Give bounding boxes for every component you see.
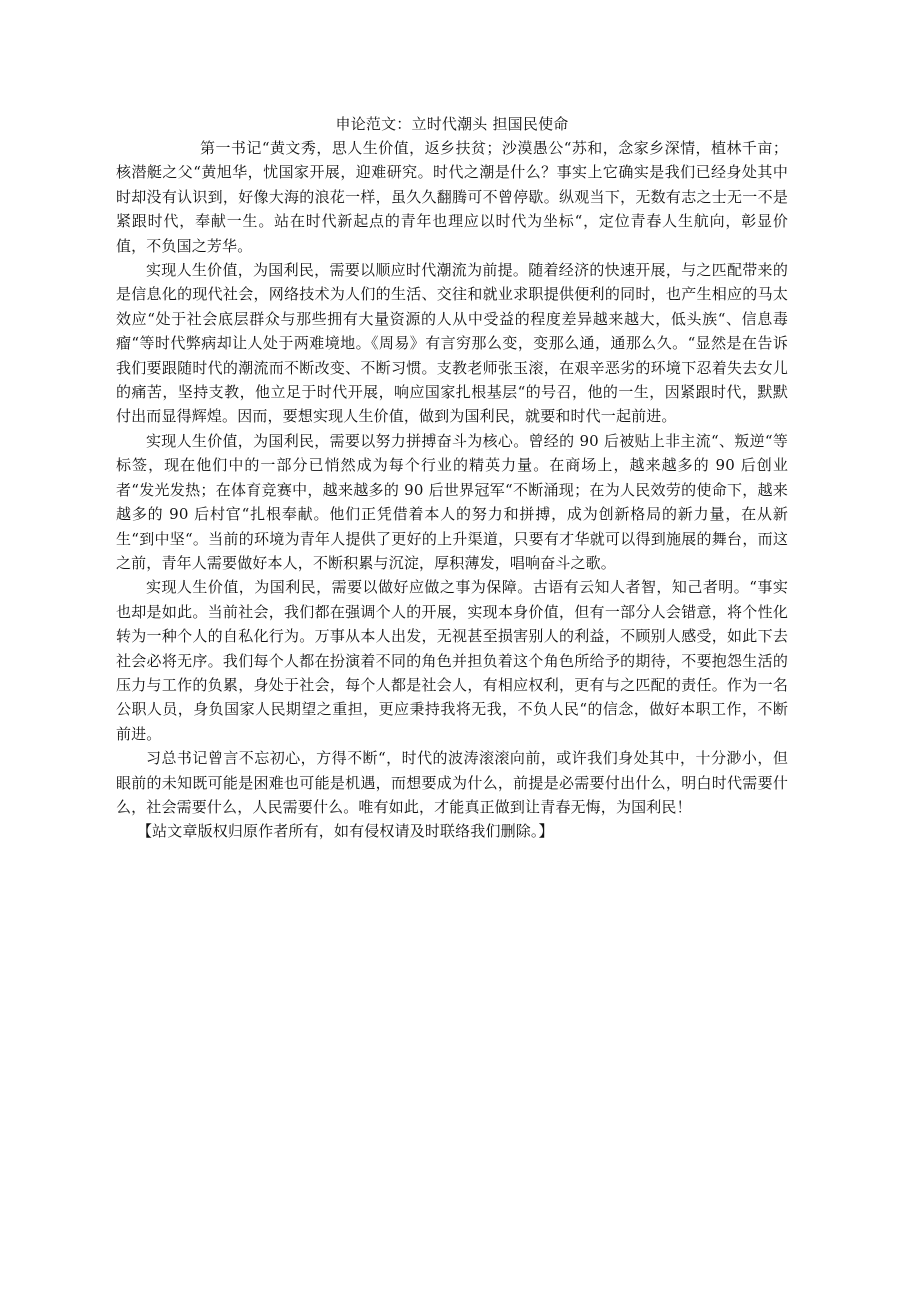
document-title: 申论范文：立时代潮头 担国民使命 — [335, 115, 569, 133]
document-body — [116, 112, 788, 844]
paragraph-3: 实现人生价值，为国利民，需要以努力拼搏奋斗为核心。曾经的 90 后被贴上非主流“、叛逆“等标签，现在他们中的一部分已悄然成为每个行业的精英力量。在商场上，越来越多的 90 后创业者“发光发热；在体育竞赛中，越来越多的 90 后世界冠军“不断涌现；在为人民效劳的使命下，越来越多的 90 后村官“扎根奉献。他们正凭借着本人的努力和拼搏，成为创新格局的新力量，在从新生“到中坚“。当前的环境为青年人提供了更好的上升渠道，只要有才华就可以得到施展的舞台，而这之前，青年人需要做好本人，不断积累与沉淀，厚积薄发，唱响奋斗之歌。 — [116, 431, 788, 572]
paragraph-4: 实现人生价值，为国利民，需要以做好应做之事为保障。古语有云知人者智，知己者明。“事实也却是如此。当前社会，我们都在强调个人的开展，实现本身价值，但有一部分人会错意，将个性化转为一种个人的自私化行为。万事从本人出发，无视甚至损害别人的利益，不顾别人感受，如此下去社会必将无序。我们每个人都在扮演着不同的角色并担负着这个角色所给予的期待，不要抱怨生活的压力与工作的负累，身处于社会，每个人都是社会人，有相应权利，更有与之匹配的责任。作为一名公职人员，身负国家人民期望之重担，更应秉持我将无我，不负人民“的信念，做好本职工作，不断前进。 — [116, 578, 788, 743]
copyright-notice: 【站文章版权归原作者所有，如有侵权请及时联络我们删除。】 — [137, 822, 554, 841]
paragraph-1: 第一书记“黄文秀，思人生价值，返乡扶贫；沙漠愚公“苏和，念家乡深情，植林千亩；核潜艇之父“黄旭华，忧国家开展，迎难研究。时代之潮是什么？事实上它确实是我们已经身处其中时却没有认识到，好像大海的浪花一样，虽久久翻腾可不曾停歇。纵观当下，无数有志之士无一不是紧跟时代，奉献一生。站在时代新起点的青年也理应以时代为坐标“，定位青春人生航向，彰显价值，不负国之芳华。 — [116, 139, 788, 255]
paragraph-5: 习总书记曾言不忘初心，方得不断“，时代的波涛滚滚向前，或许我们身处其中，十分渺小，但眼前的未知既可能是困难也可能是机遇，而想要成为什么，前提是必需要付出什么，明白时代需要什么，社会需要什么，人民需要什么。唯有如此，才能真正做到让青春无悔，为国利民！ — [116, 749, 788, 816]
paragraph-2: 实现人生价值，为国利民，需要以顺应时代潮流为前提。随着经济的快速开展，与之匹配带来的是信息化的现代社会，网络技术为人们的生活、交往和就业求职提供便利的同时，也产生相应的马太效应“处于社会底层群众与那些拥有大量资源的人从中受益的程度差异越来越大，低头族“、信息毒瘤“等时代弊病却让人处于两难境地。《周易》有言穷那么变，变那么通，通那么久。“显然是在告诉我们要跟随时代的潮流而不断改变、不断习惯。支教老师张玉滚，在艰辛恶劣的环境下忍着失去女儿的痛苦，坚持支教，他立足于时代开展，响应国家扎根基层“的号召，他的一生，因紧跟时代，默默付出而显得辉煌。因而，要想实现人生价值，做到为国利民，就要和时代一起前进。 — [116, 261, 788, 426]
